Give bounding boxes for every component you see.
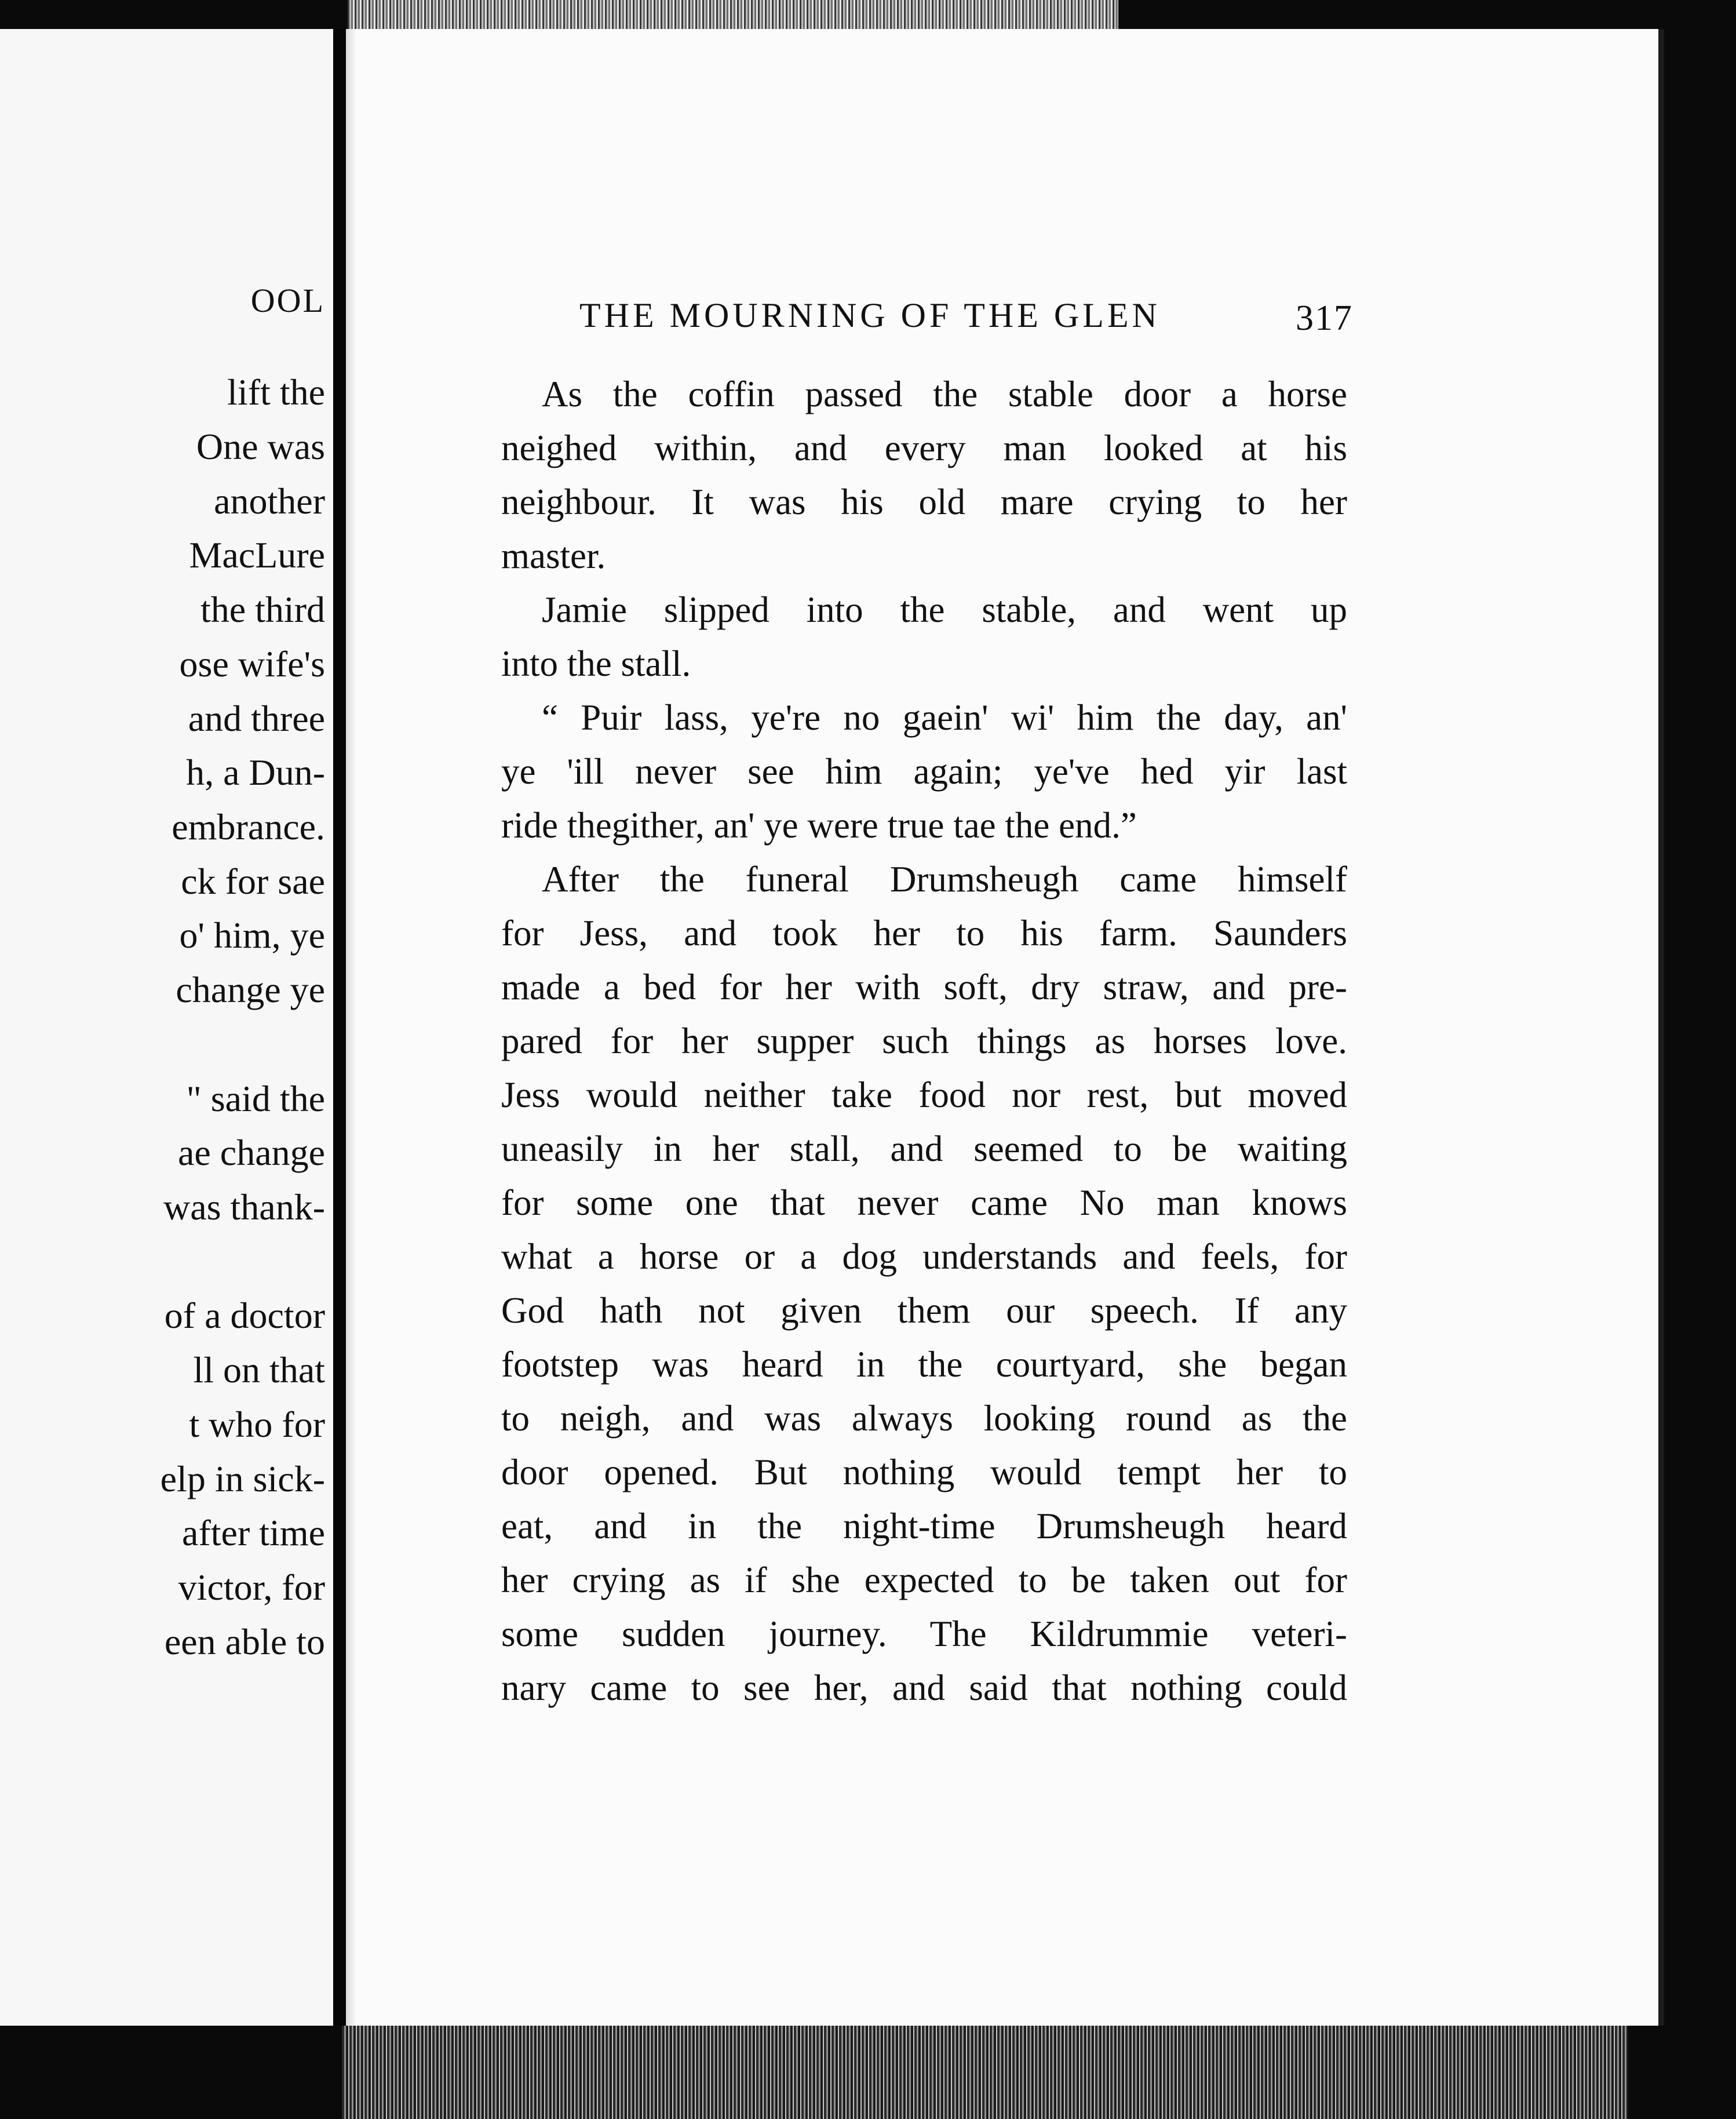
left-line: ae change	[177, 1132, 325, 1173]
text-line: After the funeral Drumsheugh came himself	[542, 859, 1347, 900]
left-line: ose wife's	[179, 643, 325, 685]
text-line: some sudden journey. The Kildrummie veteri-	[501, 1614, 1347, 1654]
text-line: ye 'ill never see him again; ye've hed yir last	[501, 751, 1347, 792]
book-top-edge	[348, 0, 1118, 29]
page-number: 317	[1296, 298, 1353, 338]
left-line: ll on that	[193, 1349, 325, 1390]
text-line: God hath not given them our speech. If any	[501, 1290, 1347, 1331]
text-line: for Jess, and took her to his farm. Saunders	[501, 913, 1347, 953]
text-line: neighed within, and every man looked at his	[501, 428, 1347, 468]
text-line: what a horse or a dog understands and feels, for	[501, 1236, 1347, 1277]
left-line: embrance.	[172, 806, 325, 847]
left-line: o' him, ye	[179, 915, 325, 956]
running-head	[579, 296, 1353, 336]
book-gutter	[333, 29, 346, 2026]
left-page	[0, 29, 333, 2026]
left-line: change ye	[176, 969, 325, 1010]
text-line: to neigh, and was always looking round as the	[501, 1398, 1347, 1439]
text-line: ride thegither, an' ye were true tae the end.”	[501, 805, 1137, 846]
left-line: een able to	[164, 1621, 325, 1662]
text-line: As the coffin passed the stable door a horse	[542, 374, 1347, 414]
left-line: One was	[196, 426, 325, 467]
left-line: ck for sae	[181, 861, 325, 902]
text-line: into the stall.	[501, 643, 691, 684]
left-line: lift the	[227, 372, 325, 413]
chapter-title: THE MOURNING OF THE GLEN	[579, 296, 1161, 334]
text-line: door opened. But nothing would tempt her to	[501, 1452, 1347, 1492]
left-line: h, a Dun-	[186, 752, 325, 793]
text-line: nary came to see her, and said that nothing could	[501, 1667, 1347, 1708]
text-line: for some one that never came No man knows	[501, 1182, 1347, 1223]
book-bottom-edge	[342, 2026, 1628, 2119]
left-line: was thank-	[163, 1186, 325, 1228]
text-line: her crying as if she expected to be taken out for	[501, 1560, 1347, 1600]
text-line: footstep was heard in the courtyard, she began	[501, 1344, 1347, 1385]
text-line: uneasily in her stall, and seemed to be waiting	[501, 1128, 1347, 1169]
text-line: Jamie slipped into the stable, and went up	[542, 589, 1347, 630]
book-right-edge	[1664, 46, 1736, 2017]
text-line: neighbour. It was his old mare crying to her	[501, 482, 1347, 522]
left-line: another	[214, 480, 325, 522]
left-running-head: OOL	[250, 282, 325, 319]
left-line: after time	[182, 1512, 325, 1553]
text-line: Jess would neither take food nor rest, but moved	[501, 1075, 1347, 1115]
text-line: “ Puir lass, ye're no gaein' wi' him the day, an'	[542, 697, 1347, 738]
left-line: of a doctor	[164, 1295, 325, 1336]
left-line: elp in sick-	[160, 1458, 325, 1499]
text-line: made a bed for her with soft, dry straw, and pre-	[501, 967, 1347, 1007]
left-line: " said the	[186, 1078, 325, 1119]
text-line: eat, and in the night-time Drumsheugh heard	[501, 1506, 1347, 1546]
left-line: victor, for	[178, 1567, 325, 1608]
text-line: pared for her supper such things as horses love.	[501, 1021, 1347, 1061]
left-line: MacLure	[189, 534, 325, 576]
left-line: the third	[200, 589, 325, 630]
left-line: t who for	[189, 1404, 325, 1445]
text-line: master.	[501, 536, 606, 576]
left-line: and three	[188, 698, 325, 739]
